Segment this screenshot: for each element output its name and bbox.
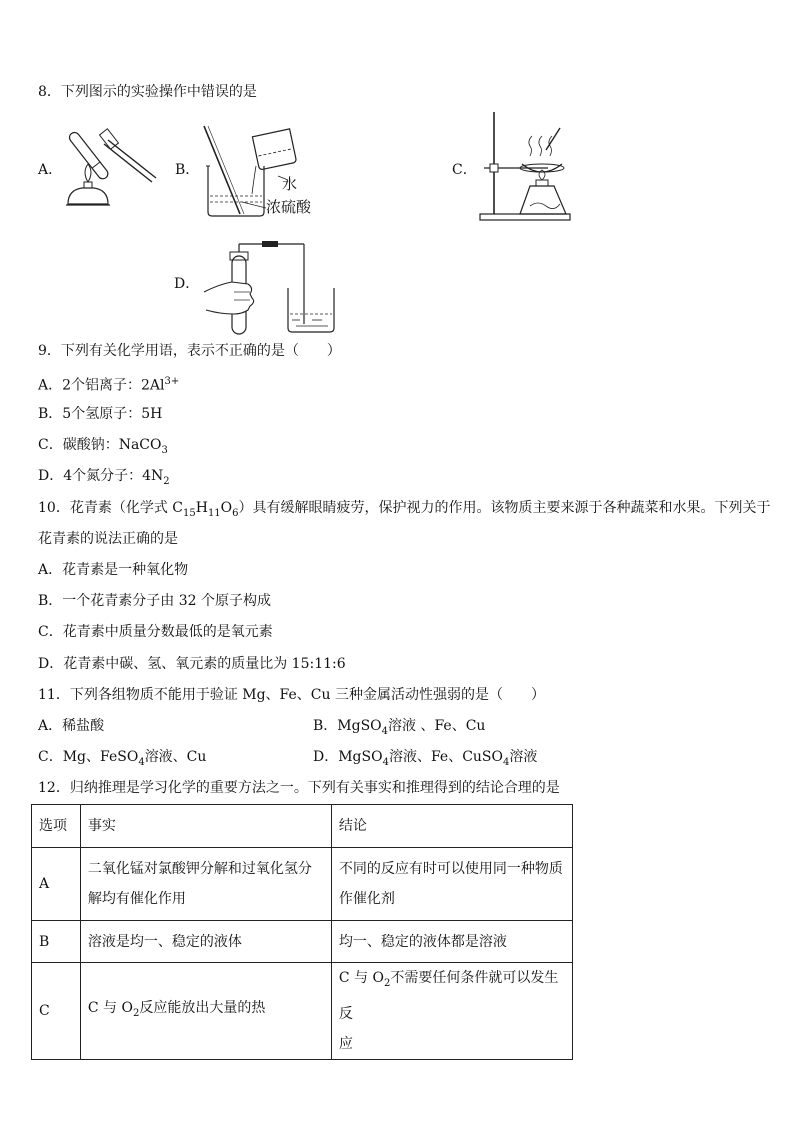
q10-option-a: A．花青素是一种氧化物 [38,562,189,578]
header-fact: 事实 [80,805,331,848]
cell-conclusion: C 与 $O_2$不需要任何条件就可以发生反 应 [331,963,572,1060]
q8-label-c: C． [452,162,477,178]
q10-stem-line2: 花青素的说法正确的是 [38,531,178,547]
q10-option-b: B．一个花青素分子由 32 个原子构成 [38,593,272,609]
q8-stem: 8．下列图示的实验操作中错误的是 [38,84,257,100]
q9-option-b: B．5个氢原子：5H [38,406,163,422]
fig-b-label-water: 水 [282,175,298,193]
cell-conclusion: 不同的反应有时可以使用同一种物质 作催化剂 [331,848,572,921]
figure-d-airtightness-check [200,238,340,338]
table-row-a [32,848,573,921]
q12-stem: 12．归纳推理是学习化学的重要方法之一。下列有关事实和推理得到的结论合理的是 [38,780,560,796]
figure-c-evaporation-on-stand [474,110,574,230]
q8-label-d: D． [174,276,200,292]
table-header-row [32,805,573,848]
q12-table [31,804,573,1060]
q10-stem: 10．花青素（化学式 $C_{15}H_{11}O_6$）具有缓解眼睛疲劳，保护视力的作用。该物质主要来源于各种蔬菜和水果。下列关于 [38,500,771,519]
q8-label-a: A． [38,162,63,178]
q11-option-d: D．MgSO$_4$溶液、Fe、CuSO$_4$溶液 [313,749,538,768]
cell-fact: 溶液是均一、稳定的液体 [80,921,331,963]
q10-option-d: D．花青素中碳、氢、氧元素的质量比为 15:11:6 [38,656,346,672]
table-row-c [32,963,573,1060]
q11-option-b: B．MgSO$_4$溶液 、Fe、Cu [313,718,486,737]
q9-stem: 9．下列有关化学用语，表示不正确的是（ ） [38,343,341,359]
fig-b-label-acid: 浓硫酸 [266,198,312,216]
header-option: 选项 [32,805,81,848]
q9-option-c: C．碳酸钠：NaCO$_3$ [38,437,168,456]
figure-a-heating-test-tube [60,122,160,222]
cell-option: B [32,921,81,963]
header-conclusion: 结论 [331,805,572,848]
q8-label-b: B． [175,162,200,178]
q9-option-d: D．4个氮分子：$4N_2$ [38,468,170,487]
q11-stem: 11．下列各组物质不能用于验证 Mg、Fe、Cu 三种金属活动性强弱的是（ ） [38,687,545,703]
q10-option-c: C．花青素中质量分数最低的是氧元素 [38,624,273,640]
cell-fact: 二氧化锰对氯酸钾分解和过氧化氢分 解均有催化作用 [80,848,331,921]
q9-option-a: A．2个铝离子：$2Al^{3+}$ [38,376,180,394]
cell-option: C [32,963,81,1060]
table-row-b [32,921,573,963]
q11-option-a: A．稀盐酸 [38,718,105,734]
cell-conclusion: 均一、稳定的液体都是溶液 [331,921,572,963]
cell-option: A [32,848,81,921]
q11-option-c: C．Mg、FeSO$_4$溶液、Cu [38,749,207,768]
cell-fact: C 与 $O_2$反应能放出大量的热 [80,963,331,1060]
